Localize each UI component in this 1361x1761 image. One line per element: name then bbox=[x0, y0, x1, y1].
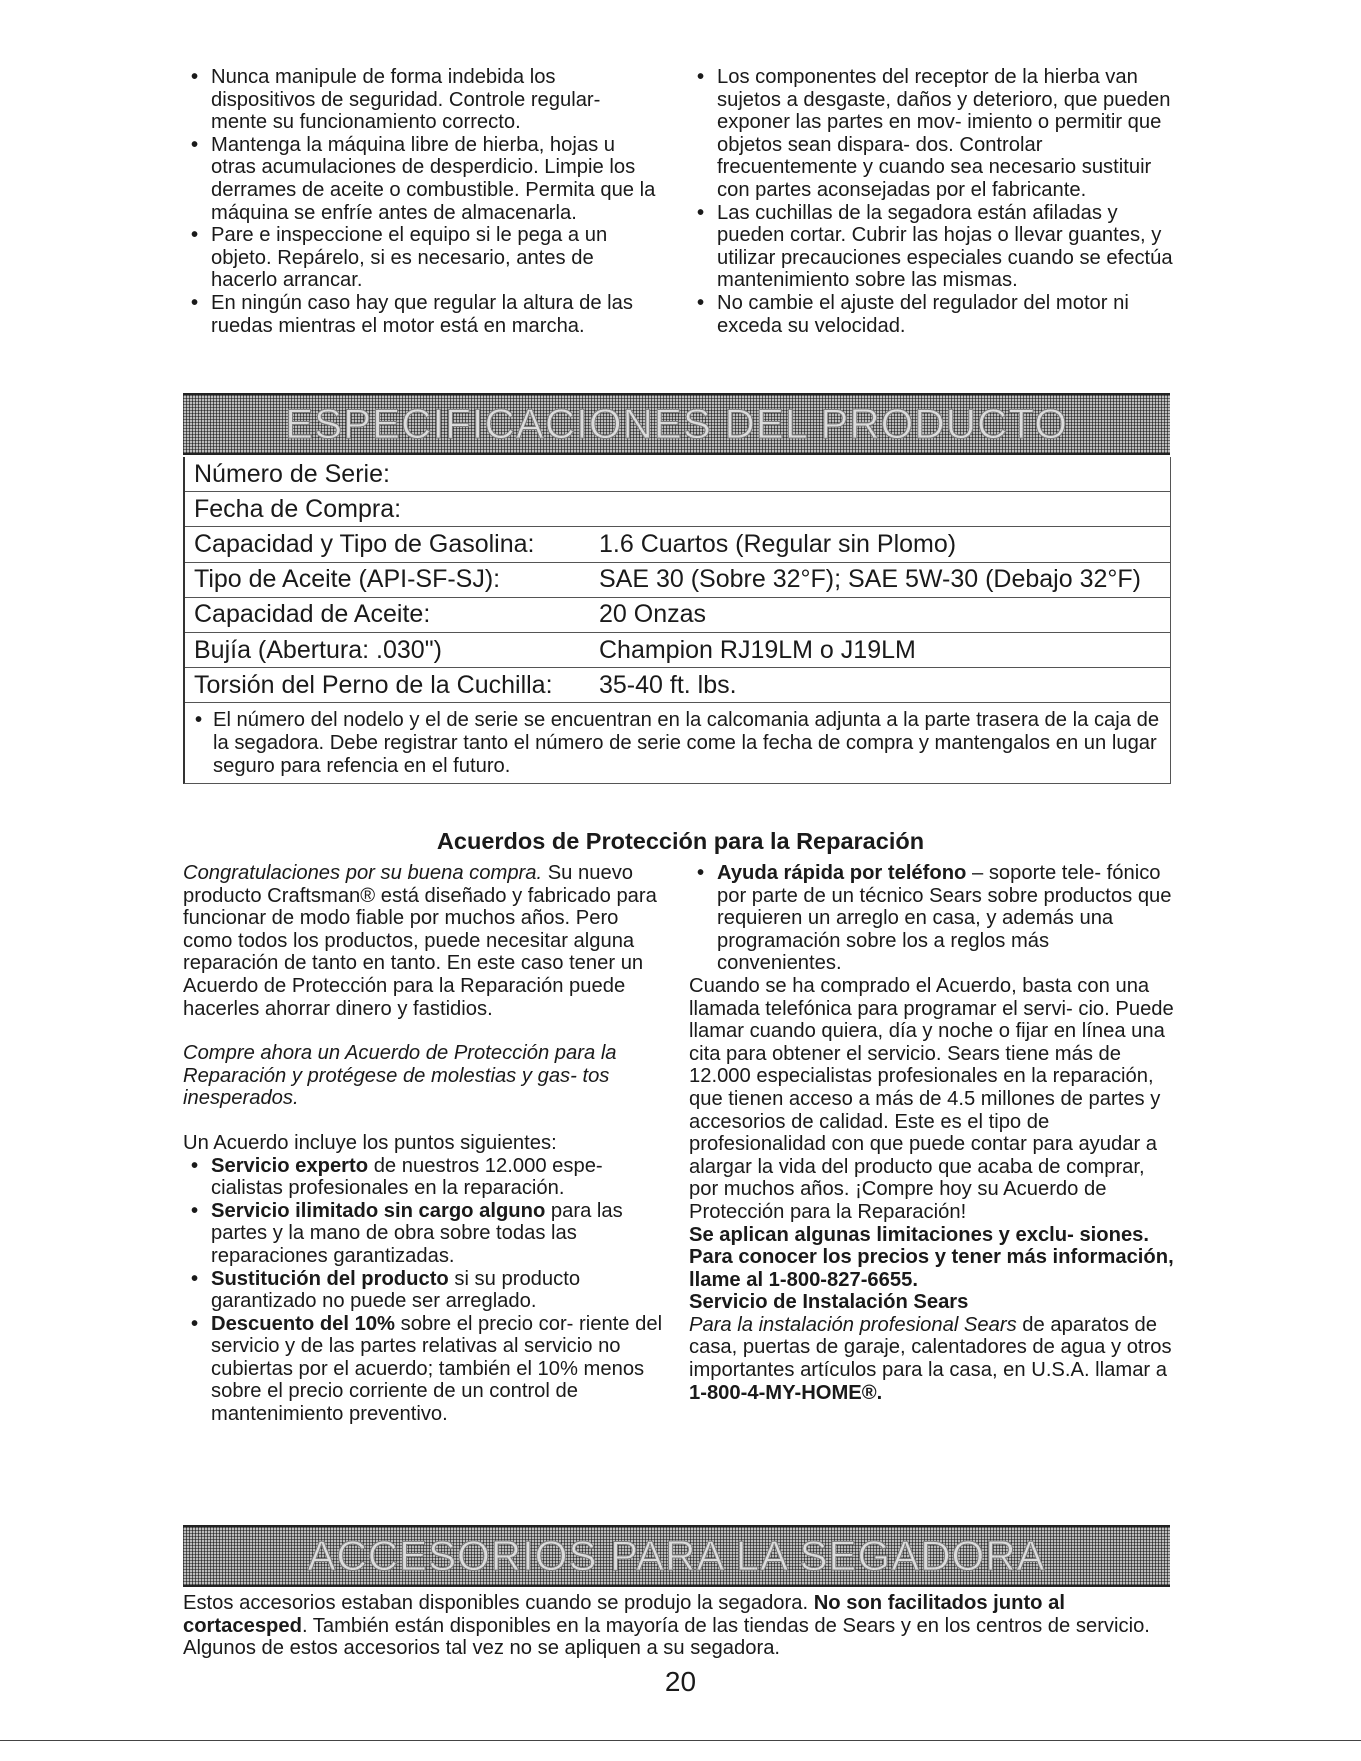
intro-italic: Congratulaciones por su buena compra. bbox=[183, 862, 543, 884]
footer-rule bbox=[0, 1740, 1361, 1741]
benefit-text: de nuestros 12.000 espe- cialistas profesionales en la reparación. bbox=[211, 1154, 603, 1200]
list-item: • Las cuchillas de la segadora están afiladas y pueden cortar. Cubrir las hojas o llevar guantes, y utilizar precauciones especiales cuando se efectúa mantenimiento sobre las mismas. bbox=[689, 202, 1179, 292]
benefit-title: Sustitución del producto bbox=[211, 1267, 449, 1290]
limits-paragraph bbox=[689, 1224, 1179, 1292]
benefit-title: Ayuda rápida por teléfono bbox=[717, 862, 967, 884]
install-title bbox=[689, 1291, 1179, 1314]
list-item: • Los componentes del receptor de la hierba van sujetos a desgaste, daños y deterioro, que pueden exponer las partes en mov- imiento o permitir que objetos sean dispara- dos. Controlar frecuentemente y cuando sea necesario sustituir con partes aconsejadas por el fabricante. bbox=[689, 66, 1179, 202]
list-item: • En ningún caso hay que regular la altura de las ruedas mientras el motor está en marcha. bbox=[183, 292, 661, 337]
spec-value: 35-40 ft. lbs. bbox=[599, 670, 737, 699]
list-item: • El número del nodelo y el de serie se encuentran en la calcomania adjunta a la parte trasera de la caja de la segadora. Debe registrar tanto el número de serie come la fecha de compra y mantengalos en un lugar seguro para refencia en el futuro. bbox=[193, 709, 1162, 777]
accessories-text-rest: . También están disponibles en la mayoría de las tiendas de Sears y en los centros de servicio. Algunos de estos accesorios tal vez no se apliquen a su segadora. bbox=[183, 1614, 1150, 1660]
accessories-banner bbox=[183, 1525, 1170, 1587]
list-item bbox=[183, 1268, 665, 1313]
table-row bbox=[185, 668, 1170, 703]
install-phone: 1-800-4-MY-HOME®. bbox=[689, 1381, 883, 1404]
benefit-title: Servicio experto bbox=[211, 1154, 369, 1177]
spec-label: Bujía (Abertura: .030") bbox=[194, 635, 442, 664]
top-right-column bbox=[689, 66, 1179, 337]
spec-value: 1.6 Cuartos (Regular sin Plomo) bbox=[599, 529, 957, 558]
spec-label: Número de Serie: bbox=[194, 459, 390, 488]
intro-text: Su nuevo producto Craftsman® está diseñado y fabricado para funcionar de modo fiable por muchos años. Pero como todos los productos, puede necesitar alguna reparación de tanto en tanto. En este caso tener un Acuerdo de Protección para la Reparación puede hacerles ahorrar dinero y fastidios. bbox=[183, 862, 657, 1020]
page-number: 20 bbox=[664, 1666, 697, 1697]
after-paragraph: Cuando se ha comprado el Acuerdo, basta con una llamada telefónica para programar el servi- cio. Puede llamar cuando quiera, día y noche o fijar en línea una cita para obtener el servicio. Sears tiene más de 12.000 especialistas profesionales en la reparación, que tienen acceso a más de 4.5 millones de partes y accesorios de calidad. Este es el tipo de profesionalidad con que puede contar para ayudar a alargar la vida del producto que acaba de comprar, por muchos años. ¡Compre hoy su Acuerdo de Protección para la Reparación! bbox=[689, 974, 1174, 1223]
spec-label: Tipo de Aceite (API-SF-SJ): bbox=[194, 565, 501, 594]
specs-note bbox=[185, 703, 1170, 783]
buy-now-italic: Compre ahora un Acuerdo de Protección para la Reparación y protégese de molestias y gas- tos inesperados. bbox=[183, 1042, 617, 1110]
spec-value: 20 Onzas bbox=[599, 600, 707, 629]
buy-now-paragraph bbox=[183, 1042, 665, 1110]
includes-paragraph: Un Acuerdo incluye los puntos siguientes: bbox=[183, 1131, 557, 1154]
top-left-column bbox=[183, 66, 661, 337]
list-item bbox=[183, 1155, 665, 1200]
list-item bbox=[183, 1200, 665, 1268]
spec-label: Torsión del Perno de la Cuchilla: bbox=[194, 670, 553, 699]
specs-table bbox=[183, 457, 1171, 784]
benefit-text: si su producto garantizado no puede ser arreglado. bbox=[211, 1267, 581, 1313]
table-row bbox=[185, 633, 1170, 668]
table-row bbox=[185, 492, 1170, 527]
spec-value: Champion RJ19LM o J19LM bbox=[599, 635, 916, 664]
list-item: • Nunca manipule de forma indebida los dispositivos de seguridad. Controle regular- mente su funcionamiento correcto. bbox=[183, 66, 661, 134]
benefit-title: Descuento del 10% bbox=[211, 1312, 395, 1335]
spec-value: SAE 30 (Sobre 32°F); SAE 5W-30 (Debajo 32°F) bbox=[599, 565, 1141, 594]
protection-left-column bbox=[183, 862, 665, 1426]
table-row bbox=[185, 457, 1170, 492]
install-italic: Para la instalación profesional Sears bbox=[689, 1313, 1017, 1336]
specs-banner bbox=[183, 393, 1170, 455]
protection-right-column bbox=[689, 862, 1179, 1404]
list-item: • Mantenga la máquina libre de hierba, hojas u otras acumulaciones de desperdicio. Limpie los derrames de aceite o combustible. Permita que la máquina se enfríe antes de almacenarla. bbox=[183, 134, 661, 224]
accessories-paragraph bbox=[183, 1592, 1173, 1660]
benefit-text: para las partes y la mano de obra sobre todas las reparaciones garantizadas. bbox=[211, 1199, 623, 1267]
benefit-text: – soporte tele- fónico por parte de un técnico Sears sobre productos que requieren un arreglo en casa, y además una programación sobre los a reglos más convenientes. bbox=[717, 862, 1172, 975]
limits-bold: Se aplican algunas limitaciones y exclu- siones. Para conocer los precios y tener más información, llame al 1-800-827-6655. bbox=[689, 1223, 1174, 1291]
list-item bbox=[183, 1313, 665, 1426]
benefit-text: sobre el precio cor- riente del servicio y de las partes relativas al servicio no cubiertas por el acuerdo; también el 10% menos sobre el precio corriente de un control de mantenimiento preventivo. bbox=[211, 1312, 663, 1426]
table-row bbox=[185, 527, 1170, 562]
accessories-text: Estos accesorios estaban disponibles cuando se produjo la segadora. bbox=[183, 1592, 814, 1614]
accessories-banner-title: ACCESORIOS PARA LA SEGADORA bbox=[307, 1532, 1046, 1579]
list-item bbox=[689, 862, 1179, 975]
spec-label: Fecha de Compra: bbox=[194, 494, 402, 523]
specs-banner-title: ESPECIFICACIONES DEL PRODUCTO bbox=[285, 400, 1068, 447]
benefit-title: Servicio ilimitado sin cargo alguno bbox=[211, 1199, 546, 1222]
list-item: • Pare e inspeccione el equipo si le pega a un objeto. Repárelo, si es necesario, antes de hacerlo arrancar. bbox=[183, 224, 661, 292]
install-text: de aparatos de casa, puertas de garaje, calentadores de agua y otros importantes artículos para la casa, en U.S.A. llamar a bbox=[689, 1313, 1172, 1382]
install-paragraph bbox=[689, 1314, 1179, 1404]
spec-label: Capacidad de Aceite: bbox=[194, 600, 431, 629]
section-heading: Acuerdos de Protección para la Reparación bbox=[436, 828, 925, 854]
spec-label: Capacidad y Tipo de Gasolina: bbox=[194, 529, 535, 558]
table-row bbox=[185, 563, 1170, 598]
intro-paragraph bbox=[183, 862, 665, 1020]
accessories-bold: No son facilitados junto al cortacesped bbox=[183, 1592, 1065, 1637]
install-title-bold: Servicio de Instalación Sears bbox=[689, 1291, 969, 1314]
list-item: • No cambie el ajuste del regulador del motor ni exceda su velocidad. bbox=[689, 292, 1179, 337]
table-row bbox=[185, 598, 1170, 633]
